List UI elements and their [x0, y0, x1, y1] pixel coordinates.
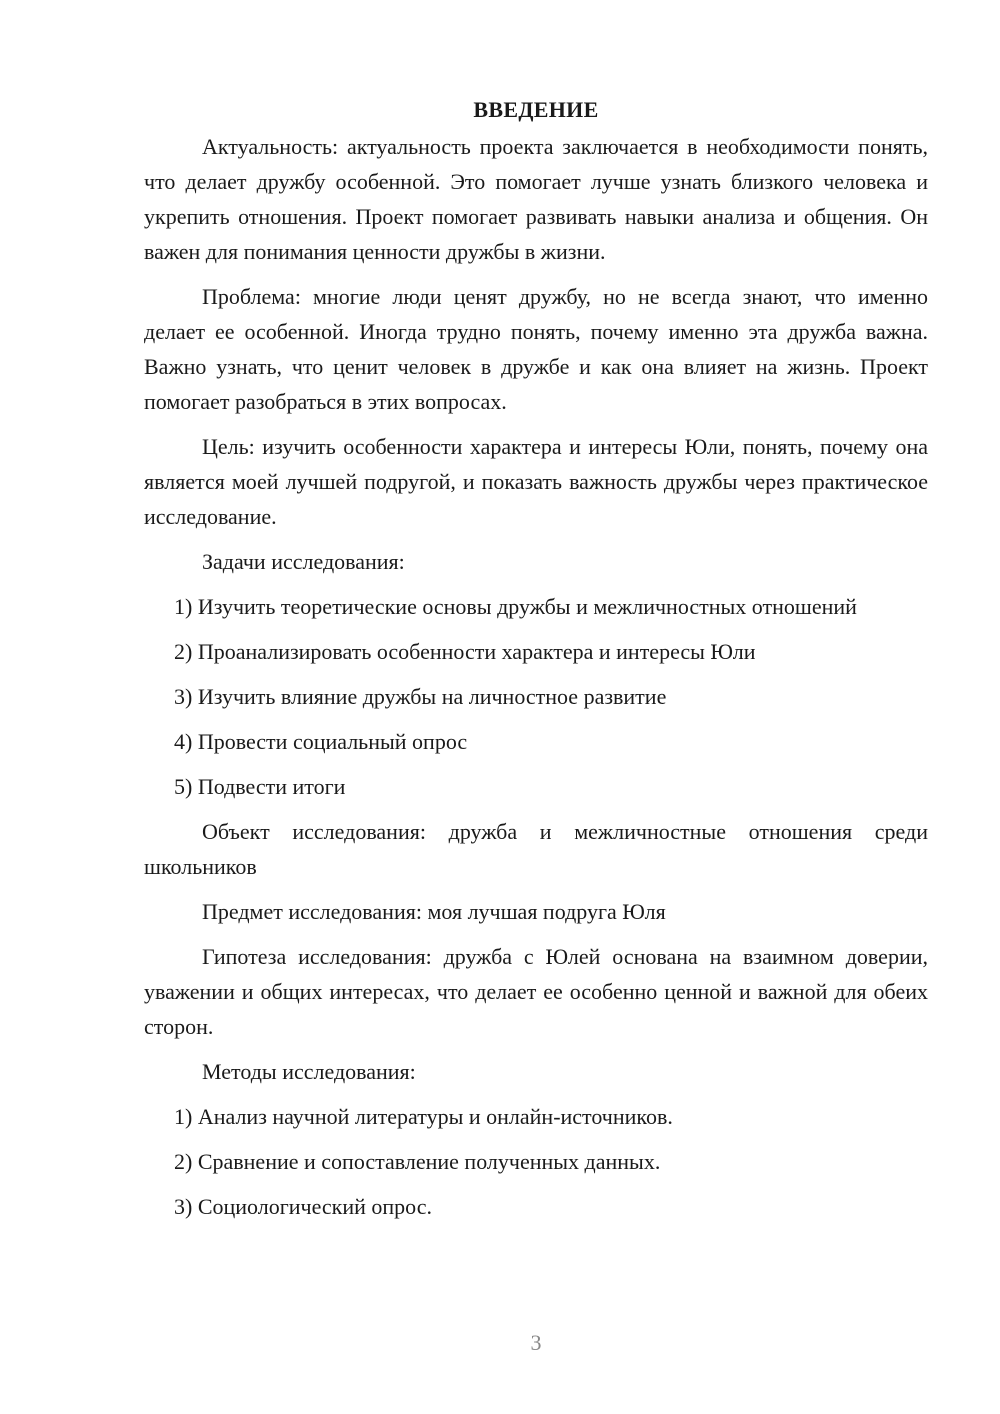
method-item: 3) Социологический опрос. [174, 1194, 432, 1219]
tasks-list [144, 589, 928, 804]
problem-paragraph: Проблема: многие люди ценят дружбу, но не всегда знают, что именно делает ее особенной. Иногда трудно понять, почему именно эта дружба важна. Важно узнать, что ценит человек в дружбе и как она влияет на жизнь. Проект помогает разобраться в этих вопросах. [144, 284, 928, 414]
task-item: 1) Изучить теоретические основы дружбы и межличностных отношений [174, 594, 857, 619]
page-title: ВВЕДЕНИЕ [473, 97, 599, 122]
methods-heading: Методы исследования: [202, 1059, 416, 1084]
task-item: 4) Провести социальный опрос [174, 729, 468, 754]
goal-paragraph: Цель: изучить особенности характера и интересы Юли, понять, почему она является моей лучшей подругой, и показать важность дружбы через практическое исследование. [144, 434, 928, 529]
hypothesis-paragraph: Гипотеза исследования: дружба с Юлей основана на взаимном доверии, уважении и общих интересах, что делает ее особенно ценной и важной для обеих сторон. [144, 944, 928, 1039]
task-item: 2) Проанализировать особенности характера и интересы Юли [174, 639, 756, 664]
task-item: 5) Подвести итоги [174, 774, 346, 799]
tasks-heading: Задачи исследования: [202, 549, 405, 574]
document-body [144, 92, 928, 1234]
method-item: 2) Сравнение и сопоставление полученных данных. [174, 1149, 661, 1174]
object-paragraph: Объект исследования: дружба и межличностные отношения среди школьников [144, 819, 928, 879]
subject-paragraph: Предмет исследования: моя лучшая подруга Юля [202, 899, 666, 924]
page-number: 3 [530, 1330, 542, 1355]
task-item: 3) Изучить влияние дружбы на личностное развитие [174, 684, 667, 709]
methods-list [144, 1099, 928, 1224]
method-item: 1) Анализ научной литературы и онлайн-источников. [174, 1104, 673, 1129]
relevance-paragraph: Актуальность: актуальность проекта заключается в необходимости понять, что делает дружбу особенной. Это помогает лучше узнать близкого человека и укрепить отношения. Проект помогает развивать навыки анализа и общения. Он важен для понимания ценности дружбы в жизни. [144, 134, 928, 264]
